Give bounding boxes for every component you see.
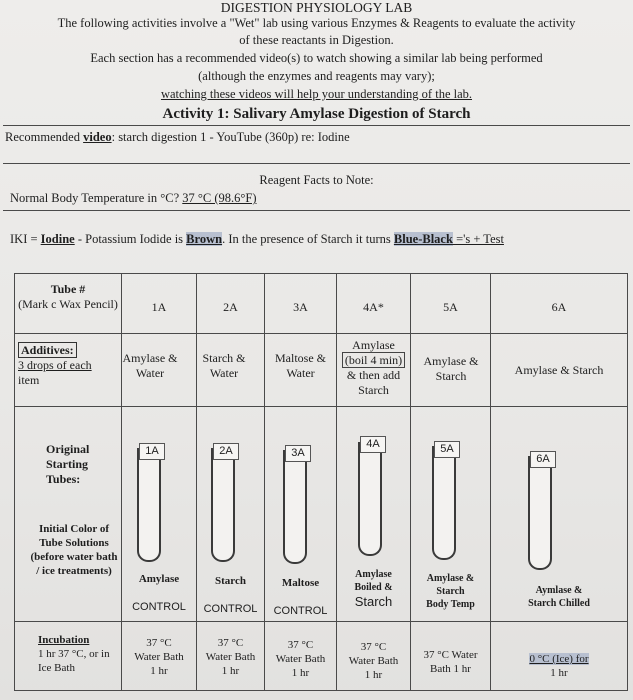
divider <box>3 163 630 164</box>
iki-note: IKI = Iodine - Potassium Iodide is Brown. In the presence of Starch it turns Blue-Black ='s + Test <box>10 232 504 246</box>
intro-line-3: Each section has a recommended video(s) to watch showing a similar lab being performed <box>90 51 543 65</box>
body-temp-line: Normal Body Temperature in °C? 37 °C (98.6°F) <box>10 191 257 205</box>
intro-line-5: watching these videos will help your understanding of the lab. <box>160 87 473 101</box>
incubation-6a: 0 °C (Ice) for 1 hr <box>529 653 589 679</box>
incubation-4a: 37 °C Water Bath 1 hr <box>348 641 399 681</box>
activity-title: Activity 1: Salivary Amylase Digestion of Starch <box>162 106 471 122</box>
tube-label-4a: 4A <box>360 436 386 453</box>
table-line <box>627 273 628 690</box>
test-tube-1a <box>137 448 161 562</box>
table-line <box>14 273 15 690</box>
caption-6a: Aymlase & Starch Chilled <box>528 585 590 609</box>
body-temp-answer: 37 °C (98.6°F) <box>182 191 257 205</box>
table-line <box>14 333 628 334</box>
table-line <box>490 273 491 690</box>
additive-4a: Amylase (boil 4 min) & then add Starch <box>337 338 410 398</box>
additive-2a: Starch & Water <box>202 351 246 380</box>
table-line <box>264 273 265 690</box>
intro-line-1: The following activities involve a "Wet" lab using various Enzymes & Reagents to evaluate the activity <box>57 16 576 30</box>
caption-2a: Starch CONTROL <box>203 575 258 615</box>
additive-5a: Amylase & Starch <box>423 354 479 383</box>
table-line <box>14 406 628 407</box>
reagent-facts-heading: Reagent Facts to Note: <box>259 173 374 187</box>
table-line <box>14 621 628 622</box>
table-line <box>121 273 122 690</box>
table-line <box>14 273 628 274</box>
tube-id-6a: 6A <box>551 300 567 314</box>
test-tube-4a <box>358 442 382 556</box>
intro-line-4: (although the enzymes and reagents may vary); <box>198 69 435 83</box>
caption-3a: Maltose CONTROL <box>273 577 328 617</box>
tube-number-label: Tube # (Mark c Wax Pencil) <box>18 282 118 311</box>
recommended-video: Recommended video: starch digestion 1 - YouTube (360p) re: Iodine <box>5 130 350 144</box>
table-line <box>336 273 337 690</box>
caption-4a: Amylase Boiled & Starch <box>354 569 393 609</box>
test-tube-6a <box>528 456 552 570</box>
caption-5a: Amylase & Starch Body Temp <box>426 573 475 610</box>
incubation-2a: 37 °C Water Bath 1 hr <box>205 637 256 677</box>
test-tube-5a <box>432 446 456 560</box>
additives-label: Additives: 3 drops of each item <box>18 343 92 387</box>
tube-label-1a: 1A <box>139 443 165 460</box>
tube-id-4a: 4A* <box>363 300 384 314</box>
intro-line-2: of these reactants in Digestion. <box>239 33 394 47</box>
table-line <box>410 273 411 690</box>
tube-id-2a: 2A <box>223 300 238 314</box>
tube-label-6a: 6A <box>530 451 556 468</box>
initial-color-label: Initial Color of Tube Solutions (before water bath / ice treatments) <box>30 523 118 577</box>
test-tube-2a <box>211 448 235 562</box>
incubation-5a: 37 °C Water Bath 1 hr <box>423 649 478 675</box>
original-tubes-label: Original Starting Tubes: <box>46 442 90 486</box>
additive-6a: Amylase & Starch <box>514 363 604 377</box>
table-line <box>14 690 628 691</box>
divider <box>3 125 630 126</box>
divider <box>3 210 630 211</box>
caption-1a: Amylase CONTROL <box>132 573 186 613</box>
tube-label-3a: 3A <box>285 445 311 462</box>
table-line <box>196 273 197 690</box>
lab-title: DIGESTION PHYSIOLOGY LAB <box>220 0 413 15</box>
incubation-1a: 37 °C Water Bath 1 hr <box>134 637 184 677</box>
additive-3a: Maltose & Water <box>275 351 326 380</box>
tube-label-2a: 2A <box>213 443 239 460</box>
incubation-3a: 37 °C Water Bath 1 hr <box>275 639 326 679</box>
test-tube-3a <box>283 450 307 564</box>
incubation-label: Incubation 1 hr 37 °C, or in Ice Bath <box>38 634 110 674</box>
video-link[interactable]: video <box>83 130 112 144</box>
tube-id-1a: 1A <box>151 300 167 314</box>
tube-id-3a: 3A <box>293 300 308 314</box>
tube-id-5a: 5A <box>443 300 458 314</box>
additive-1a: Amylase & Water <box>122 351 178 380</box>
tube-label-5a: 5A <box>434 441 460 458</box>
